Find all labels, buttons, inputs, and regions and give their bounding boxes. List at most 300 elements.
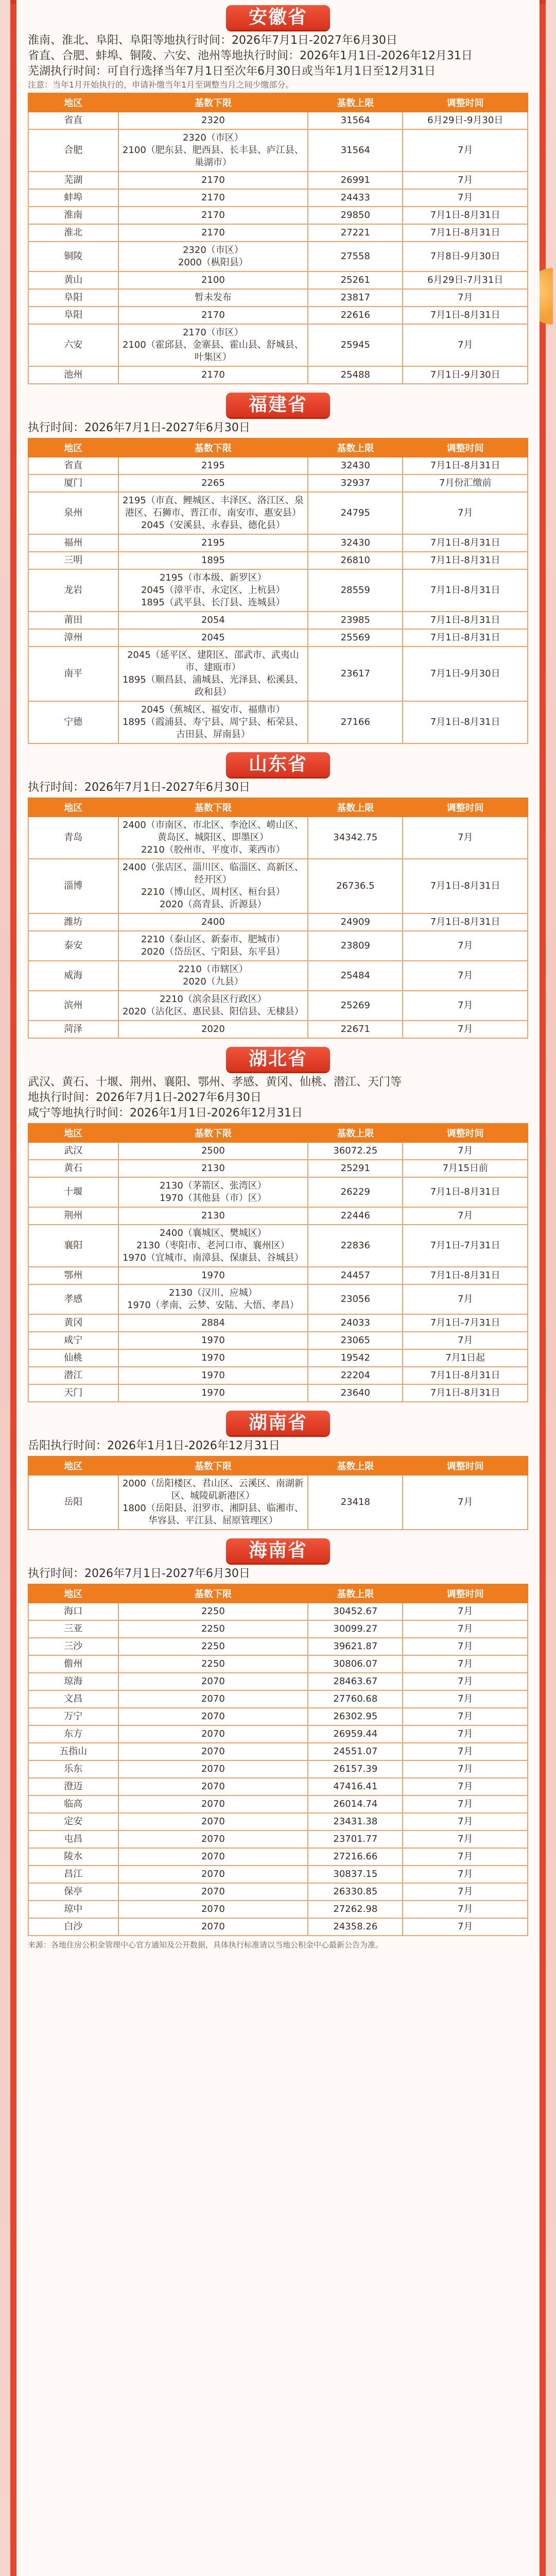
upper-limit-cell: 30099.27 xyxy=(308,1620,403,1638)
upper-limit-cell: 27262.98 xyxy=(308,1901,403,1918)
upper-limit-cell: 26959.44 xyxy=(308,1725,403,1743)
upper-limit-cell: 22671 xyxy=(308,1021,403,1038)
lower-limit-cell: 2000（岳阳楼区、君山区、云溪区、南湖新区、城陵矶新港区） 1800（岳阳县、汨罗市、湘阴县、临湘市、华容县、平江县、屈原管理区） xyxy=(118,1475,308,1530)
region-cell: 武汉 xyxy=(28,1142,118,1160)
adjust-time-cell: 7月1日-8月31日 xyxy=(403,552,528,569)
upper-limit-cell: 27216.66 xyxy=(308,1848,403,1866)
upper-limit-cell: 23817 xyxy=(308,289,403,307)
province-notes xyxy=(28,780,528,795)
table-row xyxy=(28,112,528,129)
adjust-time-cell: 7月 xyxy=(403,1284,528,1314)
upper-limit-cell: 30837.15 xyxy=(308,1866,403,1883)
execution-time-note: 省直、合肥、蚌埠、铜陵、六安、池州等地执行时间：2026年1月1日-2026年12月31日 xyxy=(28,49,473,62)
region-cell: 白沙 xyxy=(28,1918,118,1936)
lower-limit-cell: 2070 xyxy=(118,1690,308,1708)
table-row xyxy=(28,1795,528,1813)
region-cell: 昌江 xyxy=(28,1866,118,1883)
supplement-note: 注意：当年1月开始执行的，申请补缴当年1月至调整当月之间少缴部分。 xyxy=(28,80,294,90)
table-row xyxy=(28,1384,528,1402)
lower-limit-cell: 2070 xyxy=(118,1760,308,1778)
column-header: 基数下限 xyxy=(118,798,308,817)
upper-limit-cell: 25945 xyxy=(308,324,403,366)
adjust-time-cell: 7月1日-8月31日 xyxy=(403,207,528,224)
column-header: 调整时间 xyxy=(403,798,528,817)
upper-limit-cell: 26810 xyxy=(308,552,403,569)
lower-limit-cell: 2170 xyxy=(118,366,308,384)
table-row xyxy=(28,324,528,366)
region-cell: 泰安 xyxy=(28,931,118,961)
adjust-time-cell: 7月1日-8月31日 xyxy=(403,569,528,612)
upper-limit-cell: 24033 xyxy=(308,1314,403,1332)
table-row xyxy=(28,612,528,629)
table-row xyxy=(28,1831,528,1848)
lower-limit-cell: 2045 xyxy=(118,629,308,647)
execution-time-note: 芜湖执行时间：可自行选择当年7月1日至次年6月30日或当年1月1日至12月31日 xyxy=(28,65,436,78)
lower-limit-cell: 2210（泰山区、新泰市、肥城市） 2020（岱岳区、宁阳县、东平县） xyxy=(118,931,308,961)
adjust-time-cell: 7月 xyxy=(403,1848,528,1866)
lower-limit-cell: 2195 xyxy=(118,534,308,552)
lower-limit-cell: 2020 xyxy=(118,1021,308,1038)
content-card xyxy=(16,0,540,2576)
upper-limit-cell: 25488 xyxy=(308,366,403,384)
column-header: 地区 xyxy=(28,438,118,457)
adjust-time-cell: 7月 xyxy=(403,1813,528,1831)
contribution-table xyxy=(28,438,528,744)
column-header: 地区 xyxy=(28,93,118,112)
lower-limit-cell: 2130 xyxy=(118,1160,308,1177)
column-header: 基数上限 xyxy=(308,1124,403,1142)
province-section xyxy=(28,747,528,1039)
lower-limit-cell: 2054 xyxy=(118,612,308,629)
table-row xyxy=(28,913,528,931)
region-cell: 荆州 xyxy=(28,1207,118,1225)
upper-limit-cell: 26330.85 xyxy=(308,1883,403,1901)
adjust-time-cell: 7月 xyxy=(403,1866,528,1883)
region-cell: 滨州 xyxy=(28,991,118,1021)
lower-limit-cell: 2884 xyxy=(118,1314,308,1332)
adjust-time-cell: 7月1日-8月31日 xyxy=(403,224,528,242)
adjust-time-cell: 7月 xyxy=(403,1918,528,1936)
region-cell: 海口 xyxy=(28,1603,118,1620)
table-row xyxy=(28,534,528,552)
upper-limit-cell: 27558 xyxy=(308,242,403,272)
adjust-time-cell: 7月1日-8月31日 xyxy=(403,1177,528,1207)
lower-limit-cell: 2400（张店区、淄川区、临淄区、高新区、经开区） 2210（博山区、周村区、桓台县） 2020（高青县、沂源县） xyxy=(118,859,308,913)
table-row xyxy=(28,552,528,569)
column-header: 调整时间 xyxy=(403,438,528,457)
region-cell: 琼海 xyxy=(28,1673,118,1690)
region-cell: 澄迈 xyxy=(28,1778,118,1795)
table-row xyxy=(28,1760,528,1778)
upper-limit-cell: 26014.74 xyxy=(308,1795,403,1813)
lower-limit-cell: 2195（市直、鲤城区、丰泽区、洛江区、泉港区、石狮市、晋江市、南安市、惠安县） 2045（安溪县、永春县、德化县） xyxy=(118,492,308,534)
table-row xyxy=(28,1848,528,1866)
region-cell: 福州 xyxy=(28,534,118,552)
region-cell: 淮北 xyxy=(28,224,118,242)
table-row xyxy=(28,129,528,172)
table-row xyxy=(28,1883,528,1901)
lower-limit-cell: 2070 xyxy=(118,1883,308,1901)
upper-limit-cell: 25269 xyxy=(308,991,403,1021)
adjust-time-cell: 7月 xyxy=(403,1743,528,1760)
table-row xyxy=(28,1708,528,1725)
region-cell: 东方 xyxy=(28,1725,118,1743)
table-row xyxy=(28,1475,528,1530)
lower-limit-cell: 2250 xyxy=(118,1655,308,1673)
adjust-time-cell: 7月 xyxy=(403,1708,528,1725)
adjust-time-cell: 7月 xyxy=(403,1725,528,1743)
table-row xyxy=(28,1349,528,1367)
table-header-row xyxy=(28,798,528,817)
lower-limit-cell: 2100 xyxy=(118,272,308,289)
table-row xyxy=(28,1367,528,1384)
table-row xyxy=(28,931,528,961)
lower-limit-cell: 1970 xyxy=(118,1349,308,1367)
table-row xyxy=(28,366,528,384)
adjust-time-cell: 7月1日-8月31日 xyxy=(403,307,528,324)
adjust-time-cell: 7月1日-8月31日 xyxy=(403,612,528,629)
lower-limit-cell: 2250 xyxy=(118,1603,308,1620)
region-cell: 蚌埠 xyxy=(28,189,118,207)
adjust-time-cell: 7月 xyxy=(403,1475,528,1530)
lower-limit-cell: 2130 xyxy=(118,1207,308,1225)
execution-time-note: 武汉、黄石、十堰、荆州、襄阳、鄂州、孝感、黄冈、仙桃、潜江、天门等 xyxy=(28,1076,402,1089)
upper-limit-cell: 23617 xyxy=(308,647,403,701)
upper-limit-cell: 22204 xyxy=(308,1367,403,1384)
adjust-time-cell: 7月1日-7月31日 xyxy=(403,1225,528,1267)
adjust-time-cell: 7月 xyxy=(403,1332,528,1349)
column-header: 地区 xyxy=(28,798,118,817)
column-header: 基数下限 xyxy=(118,438,308,457)
upper-limit-cell: 24457 xyxy=(308,1267,403,1284)
region-cell: 宁德 xyxy=(28,701,118,743)
lower-limit-cell: 2070 xyxy=(118,1866,308,1883)
contribution-table xyxy=(28,1456,528,1530)
region-cell: 襄阳 xyxy=(28,1225,118,1267)
table-row xyxy=(28,272,528,289)
region-cell: 阜阳 xyxy=(28,289,118,307)
adjust-time-cell: 7月15日前 xyxy=(403,1160,528,1177)
adjust-time-cell: 7月 xyxy=(403,1778,528,1795)
contribution-table xyxy=(28,1123,528,1402)
lower-limit-cell: 1970 xyxy=(118,1267,308,1284)
lower-limit-cell: 2170 xyxy=(118,207,308,224)
upper-limit-cell: 27221 xyxy=(308,224,403,242)
lower-limit-cell: 2170（市区） 2100（霍邱县、金寨县、霍山县、舒城县、叶集区） xyxy=(118,324,308,366)
region-cell: 鄂州 xyxy=(28,1267,118,1284)
region-cell: 泉州 xyxy=(28,492,118,534)
province-title: 湖南省 xyxy=(226,1411,330,1435)
adjust-time-cell: 7月 xyxy=(403,1831,528,1848)
contribution-table xyxy=(28,93,528,384)
lower-limit-cell: 2500 xyxy=(118,1142,308,1160)
region-cell: 铜陵 xyxy=(28,242,118,272)
region-cell: 漳州 xyxy=(28,629,118,647)
table-row xyxy=(28,647,528,701)
adjust-time-cell: 7月1日-8月31日 xyxy=(403,457,528,474)
table-header-row xyxy=(28,438,528,457)
column-header: 地区 xyxy=(28,1584,118,1603)
column-header: 调整时间 xyxy=(403,93,528,112)
region-cell: 芜湖 xyxy=(28,172,118,189)
table-row xyxy=(28,1725,528,1743)
lower-limit-cell: 2400（市南区、市北区、李沧区、崂山区、黄岛区、城阳区、即墨区） 2210（胶州市、平度市、莱西市） xyxy=(118,817,308,859)
column-header: 基数上限 xyxy=(308,93,403,112)
lower-limit-cell: 2070 xyxy=(118,1795,308,1813)
upper-limit-cell: 22616 xyxy=(308,307,403,324)
upper-limit-cell: 27166 xyxy=(308,701,403,743)
lower-limit-cell: 2195（市本级、新罗区） 2045（漳平市、永定区、上杭县） 1895（武平县、长汀县、连城县） xyxy=(118,569,308,612)
lower-limit-cell: 2320（市区） 2000（枞阳县） xyxy=(118,242,308,272)
column-header: 基数上限 xyxy=(308,798,403,817)
upper-limit-cell: 32937 xyxy=(308,474,403,492)
table-row xyxy=(28,289,528,307)
contribution-table xyxy=(28,1584,528,1936)
upper-limit-cell: 24551.07 xyxy=(308,1743,403,1760)
adjust-time-cell: 7月 xyxy=(403,129,528,172)
lower-limit-cell: 2045（延平区、建阳区、邵武市、武夷山市、建瓯市） 1895（顺昌县、浦城县、光泽县、松溪县、政和县） xyxy=(118,647,308,701)
table-row xyxy=(28,474,528,492)
province-section xyxy=(28,387,528,744)
column-header: 基数上限 xyxy=(308,1456,403,1475)
lower-limit-cell: 2320（市区） 2100（肥东县、肥西县、长丰县、庐江县、巢湖市） xyxy=(118,129,308,172)
region-cell: 万宁 xyxy=(28,1708,118,1725)
column-header: 基数下限 xyxy=(118,93,308,112)
table-row xyxy=(28,1314,528,1332)
table-row xyxy=(28,1813,528,1831)
province-title: 安徽省 xyxy=(226,5,330,30)
table-row xyxy=(28,1866,528,1883)
lower-limit-cell: 2070 xyxy=(118,1848,308,1866)
lower-limit-cell: 2210（滨余县区行政区） 2020（沾化区、惠民县、阳信县、无棣县） xyxy=(118,991,308,1021)
province-title: 福建省 xyxy=(226,393,330,417)
column-header: 地区 xyxy=(28,1456,118,1475)
region-cell: 文昌 xyxy=(28,1690,118,1708)
adjust-time-cell: 7月 xyxy=(403,1021,528,1038)
adjust-time-cell: 7月 xyxy=(403,1207,528,1225)
region-cell: 十堰 xyxy=(28,1177,118,1207)
region-cell: 池州 xyxy=(28,366,118,384)
lower-limit-cell: 1895 xyxy=(118,552,308,569)
upper-limit-cell: 23985 xyxy=(308,612,403,629)
adjust-time-cell: 7月 xyxy=(403,1673,528,1690)
lower-limit-cell: 2070 xyxy=(118,1743,308,1760)
execution-time-note: 执行时间：2026年7月1日-2027年6月30日 xyxy=(28,1567,250,1580)
region-cell: 屯昌 xyxy=(28,1831,118,1848)
upper-limit-cell: 39621.87 xyxy=(308,1638,403,1655)
table-row xyxy=(28,1901,528,1918)
region-cell: 孝感 xyxy=(28,1284,118,1314)
lower-limit-cell: 1970 xyxy=(118,1332,308,1349)
table-row xyxy=(28,859,528,913)
adjust-time-cell: 7月 xyxy=(403,961,528,991)
region-cell: 岳阳 xyxy=(28,1475,118,1530)
upper-limit-cell: 30452.67 xyxy=(308,1603,403,1620)
region-cell: 天门 xyxy=(28,1384,118,1402)
adjust-time-cell: 7月 xyxy=(403,1795,528,1813)
upper-limit-cell: 24909 xyxy=(308,913,403,931)
upper-limit-cell: 28559 xyxy=(308,569,403,612)
region-cell: 黄石 xyxy=(28,1160,118,1177)
lower-limit-cell: 2070 xyxy=(118,1918,308,1936)
source-note: 来源：各地住房公积金管理中心官方通知及公开数据，具体执行标准请以当地公积金中心最新公告为准。 xyxy=(28,1940,384,1950)
upper-limit-cell: 26302.95 xyxy=(308,1708,403,1725)
table-row xyxy=(28,1284,528,1314)
adjust-time-cell: 7月 xyxy=(403,1760,528,1778)
upper-limit-cell: 30806.07 xyxy=(308,1655,403,1673)
region-cell: 五指山 xyxy=(28,1743,118,1760)
lower-limit-cell: 2170 xyxy=(118,307,308,324)
table-row xyxy=(28,457,528,474)
table-row xyxy=(28,1673,528,1690)
upper-limit-cell: 23809 xyxy=(308,931,403,961)
region-cell: 三亚 xyxy=(28,1620,118,1638)
lower-limit-cell: 2250 xyxy=(118,1620,308,1638)
upper-limit-cell: 25569 xyxy=(308,629,403,647)
province-section xyxy=(28,0,528,384)
table-header-row xyxy=(28,1584,528,1603)
table-row xyxy=(28,307,528,324)
column-header: 基数上限 xyxy=(308,438,403,457)
lower-limit-cell: 2070 xyxy=(118,1813,308,1831)
lower-limit-cell: 2210（市辖区） 2020（九县） xyxy=(118,961,308,991)
lower-limit-cell: 2070 xyxy=(118,1673,308,1690)
adjust-time-cell: 7月 xyxy=(403,1638,528,1655)
upper-limit-cell: 25484 xyxy=(308,961,403,991)
table-row xyxy=(28,189,528,207)
execution-time-note: 地执行时间：2026年7月1日-2027年6月30日 xyxy=(28,1091,262,1104)
region-cell: 仙桃 xyxy=(28,1349,118,1367)
table-row xyxy=(28,1655,528,1673)
lower-limit-cell: 2045（蕉城区、福安市、福鼎市） 1895（霞浦县、寿宁县、周宁县、柘荣县、古田县、屏南县） xyxy=(118,701,308,743)
upper-limit-cell: 23418 xyxy=(308,1475,403,1530)
upper-limit-cell: 24433 xyxy=(308,189,403,207)
region-cell: 厦门 xyxy=(28,474,118,492)
upper-limit-cell: 22446 xyxy=(308,1207,403,1225)
adjust-time-cell: 7月 xyxy=(403,1142,528,1160)
upper-limit-cell: 47416.41 xyxy=(308,1778,403,1795)
province-notes xyxy=(28,420,528,436)
region-cell: 黄冈 xyxy=(28,1314,118,1332)
province-title: 湖北省 xyxy=(226,1047,330,1072)
province-notes xyxy=(28,1438,528,1454)
adjust-time-cell: 6月29日-9月30日 xyxy=(403,112,528,129)
upper-limit-cell: 23640 xyxy=(308,1384,403,1402)
region-cell: 莆田 xyxy=(28,612,118,629)
table-row xyxy=(28,1690,528,1708)
region-cell: 儋州 xyxy=(28,1655,118,1673)
upper-limit-cell: 22836 xyxy=(308,1225,403,1267)
table-row xyxy=(28,1743,528,1760)
lower-limit-cell: 2070 xyxy=(118,1708,308,1725)
adjust-time-cell: 7月1日-8月31日 xyxy=(403,1384,528,1402)
table-row xyxy=(28,492,528,534)
region-cell: 乐东 xyxy=(28,1760,118,1778)
upper-limit-cell: 23065 xyxy=(308,1332,403,1349)
execution-time-note: 执行时间：2026年7月1日-2027年6月30日 xyxy=(28,421,250,434)
column-header: 调整时间 xyxy=(403,1584,528,1603)
region-cell: 省直 xyxy=(28,112,118,129)
lower-limit-cell: 2265 xyxy=(118,474,308,492)
lower-limit-cell: 2170 xyxy=(118,172,308,189)
execution-time-note: 淮南、淮北、阜阳、阜阳等地执行时间：2026年7月1日-2027年6月30日 xyxy=(28,34,397,47)
upper-limit-cell: 36072.25 xyxy=(308,1142,403,1160)
lower-limit-cell: 2195 xyxy=(118,457,308,474)
lower-limit-cell: 2320 xyxy=(118,112,308,129)
upper-limit-cell: 25261 xyxy=(308,272,403,289)
execution-time-note: 岳阳执行时间：2026年1月1日-2026年12月31日 xyxy=(28,1439,280,1452)
table-row xyxy=(28,1918,528,1936)
adjust-time-cell: 7月 xyxy=(403,1883,528,1901)
region-cell: 南平 xyxy=(28,647,118,701)
contribution-table xyxy=(28,798,528,1039)
column-header: 基数下限 xyxy=(118,1584,308,1603)
table-row xyxy=(28,172,528,189)
table-header-row xyxy=(28,1456,528,1475)
column-header: 基数下限 xyxy=(118,1124,308,1142)
adjust-time-cell: 7月1日-9月30日 xyxy=(403,366,528,384)
lower-limit-cell: 2170 xyxy=(118,189,308,207)
region-cell: 黄山 xyxy=(28,272,118,289)
lower-limit-cell: 2070 xyxy=(118,1778,308,1795)
lower-limit-cell: 1970 xyxy=(118,1367,308,1384)
adjust-time-cell: 7月 xyxy=(403,1603,528,1620)
upper-limit-cell: 29850 xyxy=(308,207,403,224)
table-row xyxy=(28,1603,528,1620)
region-cell: 陵水 xyxy=(28,1848,118,1866)
table-row xyxy=(28,817,528,859)
table-row xyxy=(28,1225,528,1267)
execution-time-note: 咸宁等地执行时间：2026年1月1日-2026年12月31日 xyxy=(28,1107,303,1120)
upper-limit-cell: 32430 xyxy=(308,534,403,552)
adjust-time-cell: 7月 xyxy=(403,1901,528,1918)
upper-limit-cell: 26229 xyxy=(308,1177,403,1207)
upper-limit-cell: 34342.75 xyxy=(308,817,403,859)
column-header: 基数上限 xyxy=(308,1584,403,1603)
upper-limit-cell: 23701.77 xyxy=(308,1831,403,1848)
table-row xyxy=(28,242,528,272)
region-cell: 青岛 xyxy=(28,817,118,859)
region-cell: 淮南 xyxy=(28,207,118,224)
lower-limit-cell: 2070 xyxy=(118,1831,308,1848)
column-header: 调整时间 xyxy=(403,1124,528,1142)
adjust-time-cell: 7月1日-8月31日 xyxy=(403,701,528,743)
table-row xyxy=(28,629,528,647)
table-row xyxy=(28,569,528,612)
upper-limit-cell: 26157.39 xyxy=(308,1760,403,1778)
region-cell: 三明 xyxy=(28,552,118,569)
adjust-time-cell: 7月1日-8月31日 xyxy=(403,629,528,647)
table-row xyxy=(28,1021,528,1038)
adjust-time-cell: 7月 xyxy=(403,324,528,366)
lower-limit-cell: 2070 xyxy=(118,1901,308,1918)
region-cell: 咸宁 xyxy=(28,1332,118,1349)
table-row xyxy=(28,1267,528,1284)
province-section xyxy=(28,1533,528,1936)
table-row xyxy=(28,1620,528,1638)
table-row xyxy=(28,1638,528,1655)
adjust-time-cell: 7月 xyxy=(403,172,528,189)
province-notes xyxy=(28,33,528,91)
lower-limit-cell: 2400（襄城区、樊城区） 2130（枣阳市、老河口市、襄州区） 1970（宜城市、南漳县、保康县、谷城县） xyxy=(118,1225,308,1267)
upper-limit-cell: 26736.5 xyxy=(308,859,403,913)
upper-limit-cell: 32430 xyxy=(308,457,403,474)
adjust-time-cell: 7月 xyxy=(403,189,528,207)
red-frame xyxy=(10,0,546,2576)
adjust-time-cell: 7月1日-8月31日 xyxy=(403,1367,528,1384)
adjust-time-cell: 7月1日-8月31日 xyxy=(403,859,528,913)
region-cell: 定安 xyxy=(28,1813,118,1831)
